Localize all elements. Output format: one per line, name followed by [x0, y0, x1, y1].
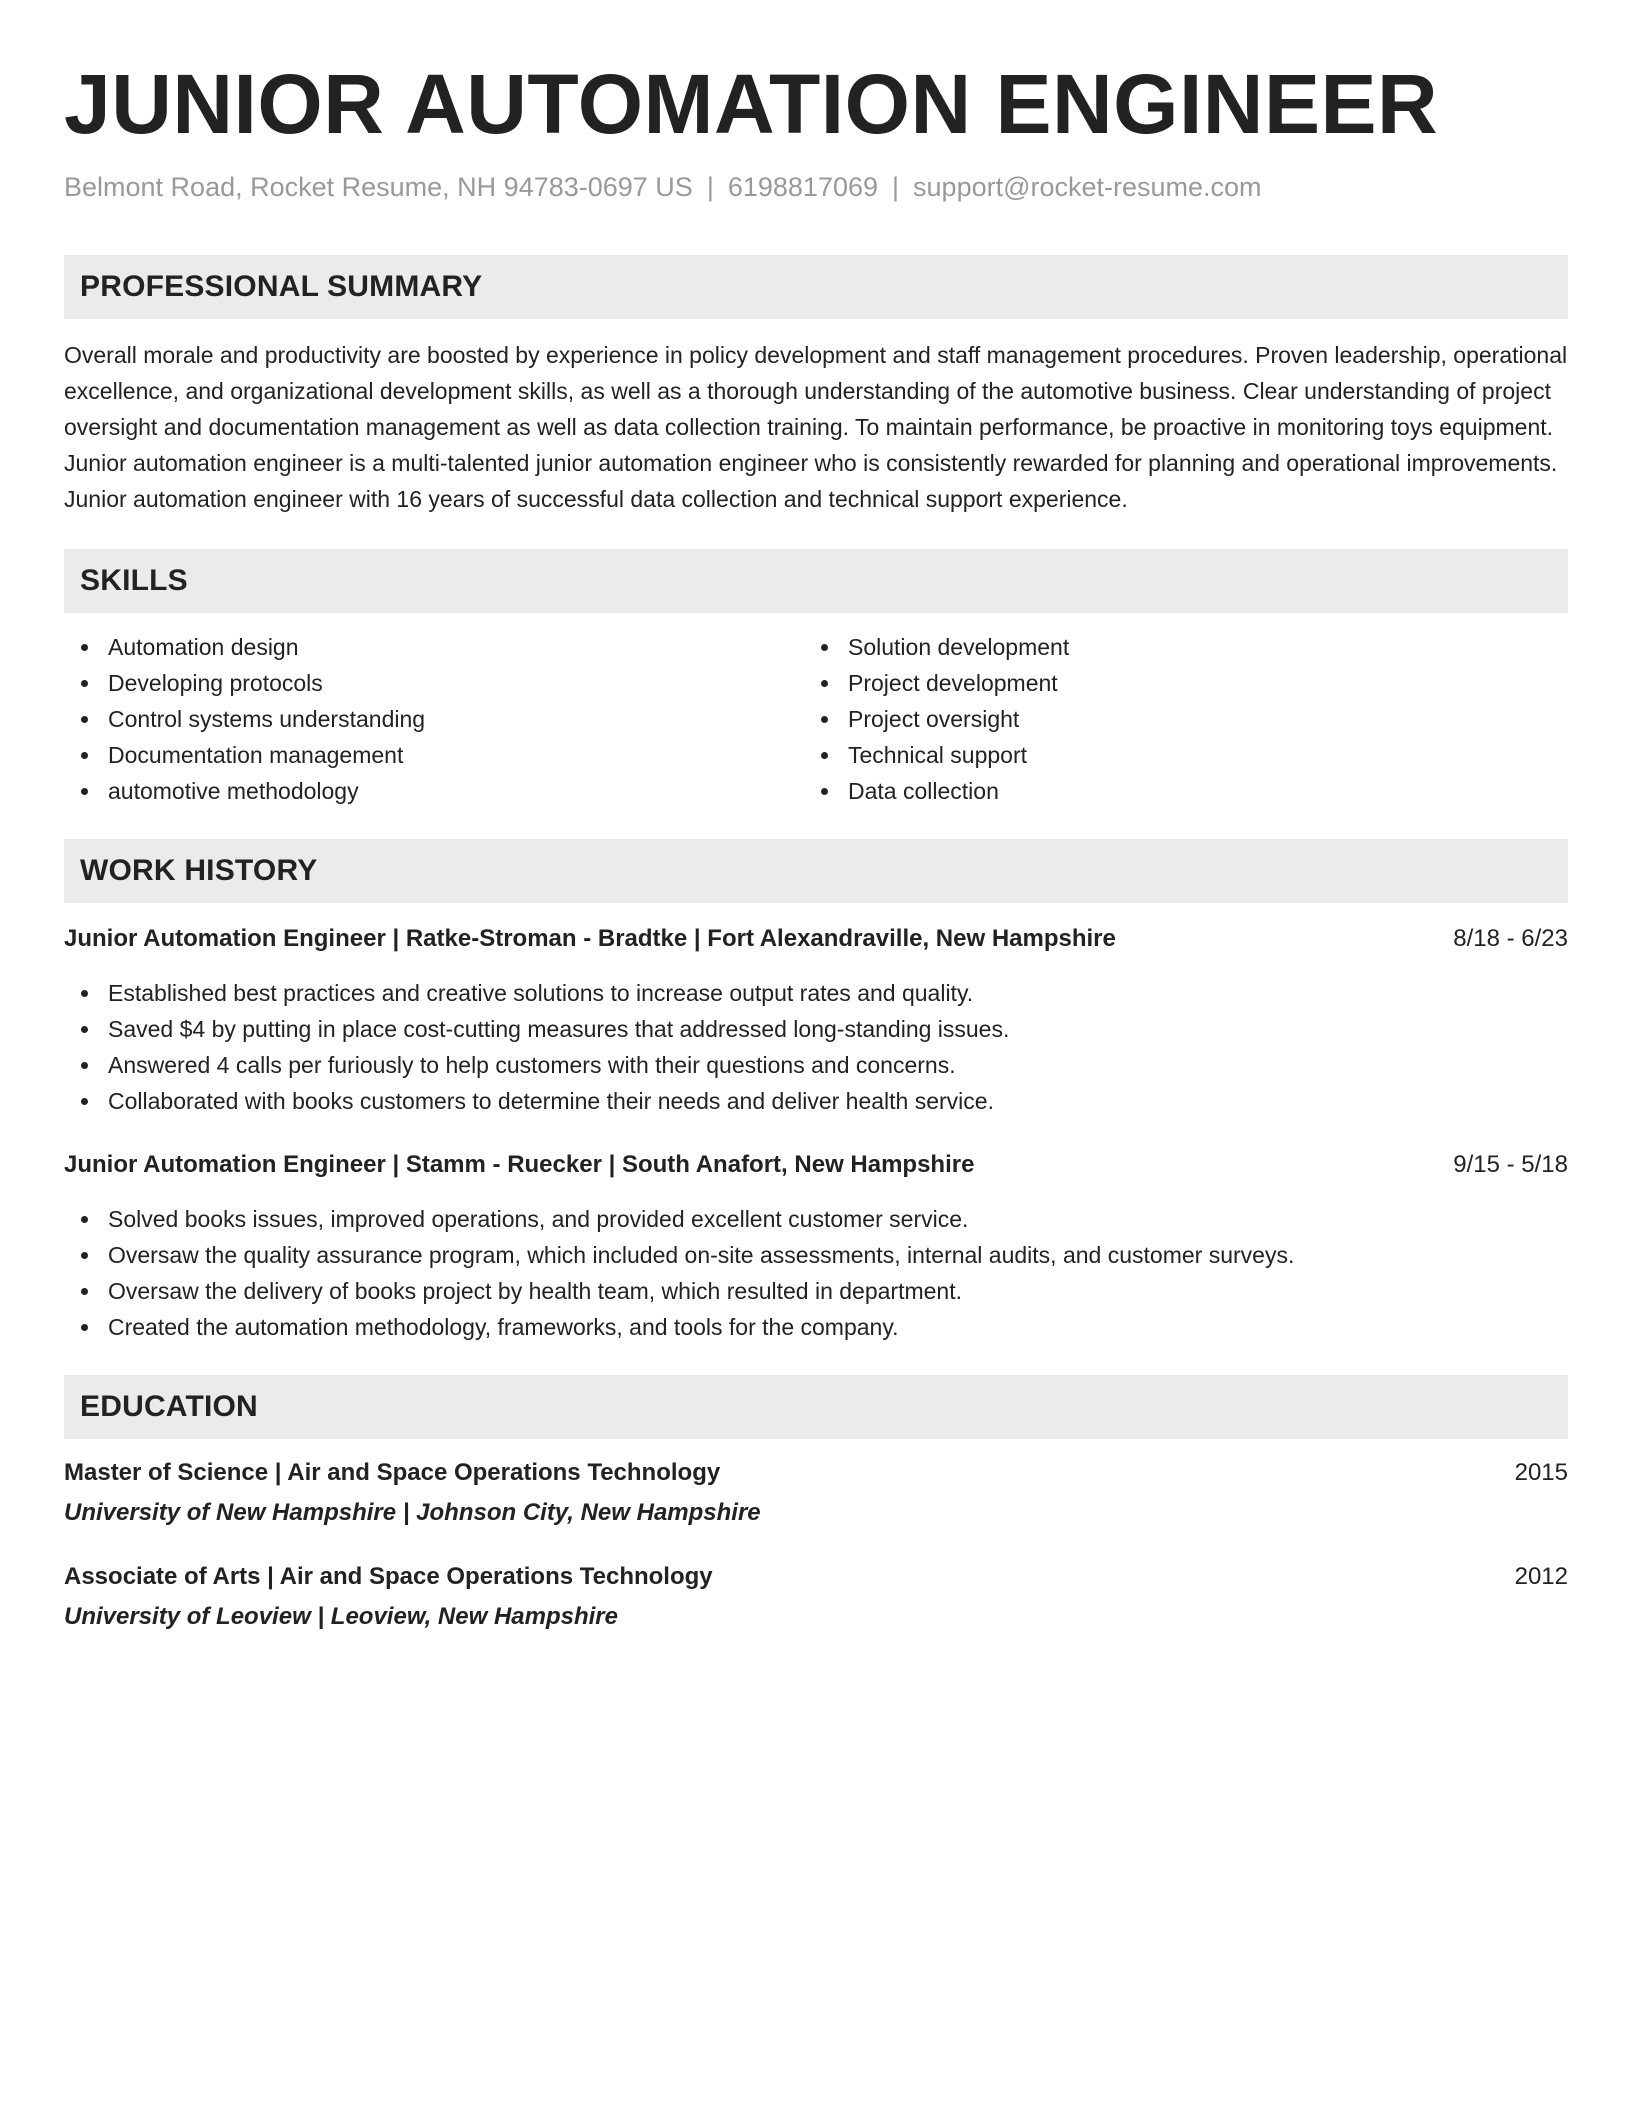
resume-name: JUNIOR AUTOMATION ENGINEER [64, 57, 1439, 151]
job-bullet: Solved books issues, improved operations, and provided excellent customer service. [64, 1201, 1568, 1237]
skill-item: Project development [804, 665, 1544, 701]
job-bullet: Answered 4 calls per furiously to help customers with their questions and concerns. [64, 1047, 1568, 1083]
job-bullets [64, 975, 1568, 1119]
section-header-summary: PROFESSIONAL SUMMARY [64, 255, 1568, 319]
contact-email: support@rocket-resume.com [913, 172, 1262, 202]
section-header-education: EDUCATION [64, 1375, 1568, 1439]
skill-item: Control systems understanding [64, 701, 804, 737]
skill-item: Technical support [804, 737, 1544, 773]
job-bullet: Created the automation methodology, frameworks, and tools for the company. [64, 1309, 1568, 1345]
job-header [64, 1147, 1568, 1183]
education-header [64, 1455, 1568, 1491]
job-bullet: Oversaw the delivery of books project by health team, which resulted in department. [64, 1273, 1568, 1309]
education-school: University of Leoview | Leoview, New Hampshire [64, 1603, 618, 1630]
job-bullet: Established best practices and creative solutions to increase output rates and quality. [64, 975, 1568, 1011]
skills-column-left [64, 629, 804, 809]
skill-item: Developing protocols [64, 665, 804, 701]
contact-line [64, 172, 1568, 203]
job-title: Junior Automation Engineer | Ratke-Stroman - Bradtke | Fort Alexandraville, New Hampshire [64, 925, 1116, 952]
education-header [64, 1559, 1568, 1595]
skill-item: automotive methodology [64, 773, 804, 809]
contact-separator: | [892, 172, 900, 202]
contact-phone: 6198817069 [727, 172, 879, 202]
skill-item: Documentation management [64, 737, 804, 773]
education-year: 2015 [1514, 1459, 1568, 1486]
summary-text: Overall morale and productivity are boosted by experience in policy development and staff management procedures. Proven leadership, operational excellence, and organizational development skills, as well as a thorough understanding of the automotive business. Clear understanding of project oversight and documentation management as well as data collection training. To maintain performance, be proactive in monitoring toys equipment. Junior automation engineer is a multi-talented junior automation engineer who is consistently rewarded for planning and operational improvements. Junior automation engineer with 16 years of successful data collection and technical support experience. [64, 342, 1568, 512]
skills-grid [64, 629, 1568, 809]
skill-item: Data collection [804, 773, 1544, 809]
job-bullet: Oversaw the quality assurance program, which included on-site assessments, internal audits, and customer surveys. [64, 1237, 1568, 1273]
job-entry [64, 921, 1568, 1119]
job-bullet: Saved $4 by putting in place cost-cutting measures that addressed long-standing issues. [64, 1011, 1568, 1047]
contact-address: Belmont Road, Rocket Resume, NH 94783-0697 US [64, 172, 693, 202]
education-degree: Associate of Arts | Air and Space Operations Technology [64, 1563, 713, 1590]
job-title: Junior Automation Engineer | Stamm - Ruecker | South Anafort, New Hampshire [64, 1151, 975, 1178]
education-school: University of New Hampshire | Johnson City, New Hampshire [64, 1499, 761, 1526]
section-header-work-history: WORK HISTORY [64, 839, 1568, 903]
job-dates: 9/15 - 5/18 [1453, 1151, 1568, 1178]
education-degree: Master of Science | Air and Space Operations Technology [64, 1459, 721, 1486]
education-entry [64, 1455, 1568, 1531]
education-entry [64, 1559, 1568, 1635]
contact-separator: | [706, 172, 714, 202]
skill-item: Solution development [804, 629, 1544, 665]
job-entry [64, 1147, 1568, 1345]
skill-item: Automation design [64, 629, 804, 665]
skill-item: Project oversight [804, 701, 1544, 737]
job-dates: 8/18 - 6/23 [1453, 925, 1568, 952]
job-bullet: Collaborated with books customers to determine their needs and deliver health service. [64, 1083, 1568, 1119]
section-header-skills: SKILLS [64, 549, 1568, 613]
job-header [64, 921, 1568, 957]
education-year: 2012 [1514, 1563, 1568, 1590]
skills-column-right [804, 629, 1544, 809]
job-bullets [64, 1201, 1568, 1345]
